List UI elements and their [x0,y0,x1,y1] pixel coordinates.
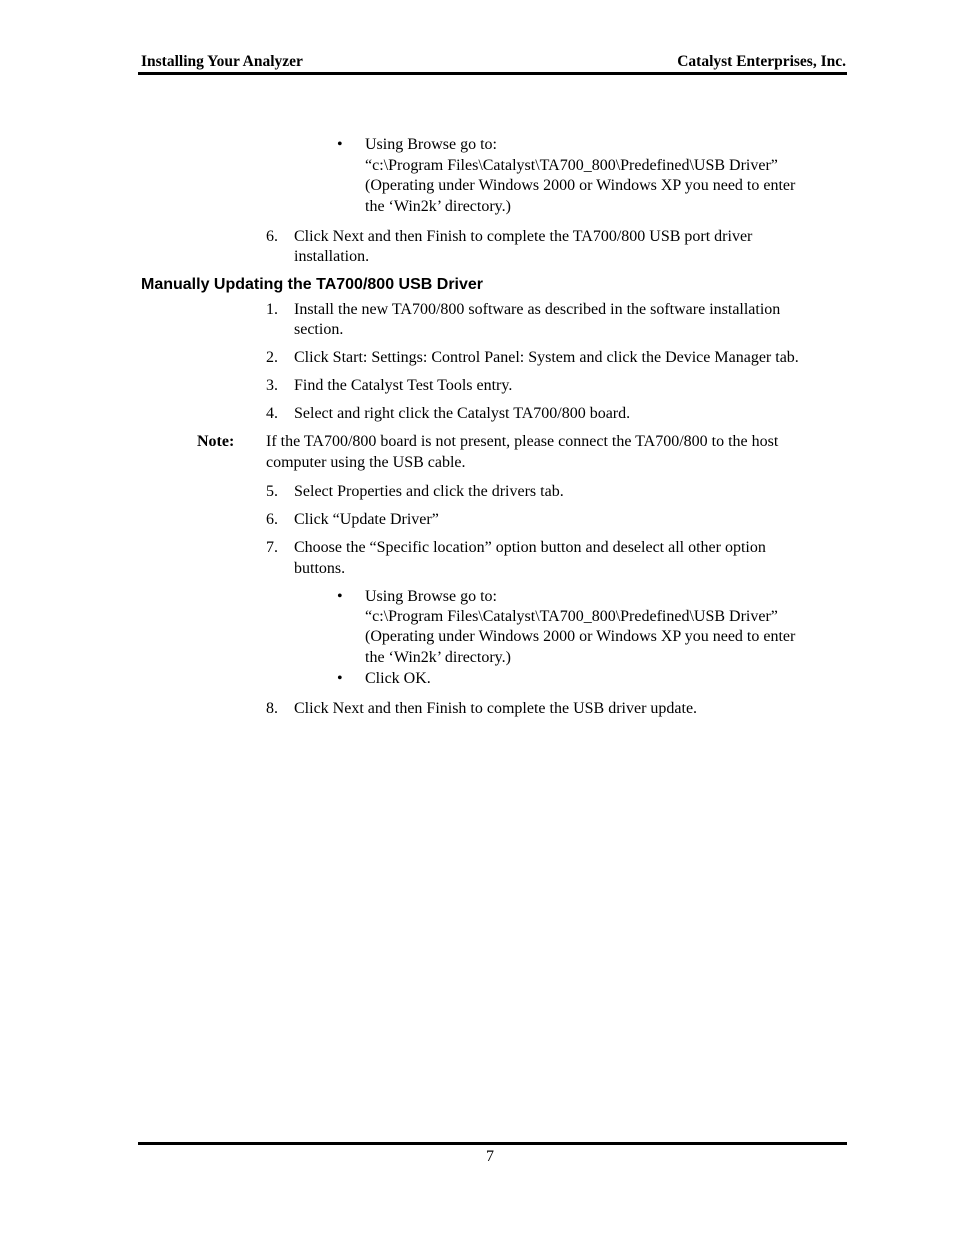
header-rule [138,72,847,75]
step-number: 4. [266,405,278,422]
bullet-line: “c:\Program Files\Catalyst\TA700_800\Predefined\USB Driver” [365,608,778,625]
step-text: Find the Catalyst Test Tools entry. [294,377,513,394]
step-number: 5. [266,483,278,500]
bullet-line: Using Browse go to: [365,588,497,605]
footer-rule [138,1142,847,1145]
bullet-line: Using Browse go to: [365,136,497,153]
step-text: section. [294,321,344,338]
step-number: 1. [266,301,278,318]
bullet-line: Click OK. [365,670,431,687]
bullet-line: “c:\Program Files\Catalyst\TA700_800\Predefined\USB Driver” [365,157,778,174]
bullet-marker: • [337,670,343,687]
step-text: Select and right click the Catalyst TA700/800 board. [294,405,631,422]
step-text: Click “Update Driver” [294,511,439,528]
step-number: 8. [266,700,278,717]
step-text: buttons. [294,560,346,577]
note-text: If the TA700/800 board is not present, please connect the TA700/800 to the host [266,433,779,450]
step-text: Choose the “Specific location” option button and deselect all other option [294,539,766,556]
bullet-line: the ‘Win2k’ directory.) [365,198,511,215]
page-number: 7 [486,1148,494,1165]
step-text: installation. [294,248,370,265]
step-text: Click Next and then Finish to complete the TA700/800 USB port driver [294,228,753,245]
note-label: Note: [197,433,235,450]
step-number: 6. [266,511,278,528]
step-text: Install the new TA700/800 software as described in the software installation [294,301,781,318]
step-text: Select Properties and click the drivers tab. [294,483,564,500]
step-text: Click Start: Settings: Control Panel: System and click the Device Manager tab. [294,349,799,366]
running-header-company: Catalyst Enterprises, Inc. [677,53,846,70]
bullet-marker: • [337,588,343,605]
bullet-marker: • [337,136,343,153]
step-text: Click Next and then Finish to complete the USB driver update. [294,700,698,717]
bullet-line: (Operating under Windows 2000 or Windows XP you need to enter [365,628,796,645]
running-header-title: Installing Your Analyzer [141,53,303,70]
note-text: computer using the USB cable. [266,454,466,471]
bullet-line: (Operating under Windows 2000 or Windows XP you need to enter [365,177,796,194]
step-number: 3. [266,377,278,394]
bullet-line: the ‘Win2k’ directory.) [365,649,511,666]
step-number: 6. [266,228,278,245]
step-number: 2. [266,349,278,366]
step-number: 7. [266,539,278,556]
section-heading: Manually Updating the TA700/800 USB Driver [141,276,484,293]
